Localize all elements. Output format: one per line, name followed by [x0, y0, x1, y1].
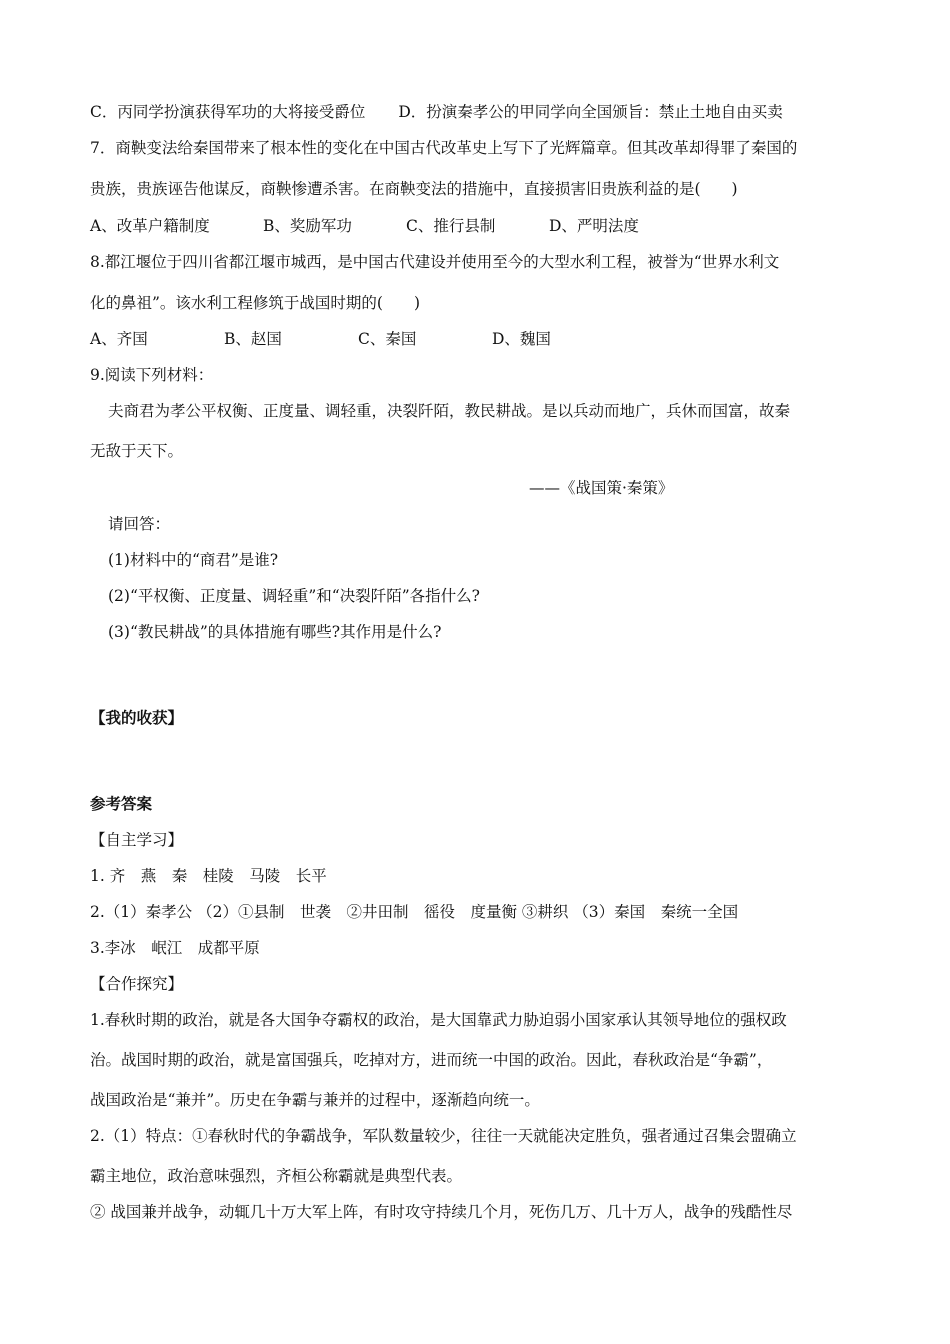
- q7-option-a: A、改革户籍制度: [90, 217, 210, 235]
- q9-source: ——《战国策·秦策》: [529, 479, 674, 497]
- q6-option-c: C．丙同学扮演获得军功的大将接受爵位: [90, 103, 366, 121]
- q8-option-d: D、魏国: [492, 330, 551, 348]
- harvest-heading: 【我的收获】: [90, 708, 184, 727]
- q8-text-line1: 8.都江堰位于四川省都江堰市城西，是中国古代建设并使用至今的大型水利工程，被誉为“世界水利文: [90, 253, 780, 271]
- q7-option-c: C、推行县制: [406, 217, 496, 235]
- cooperation-answer-1-line3: 战国政治是“兼并”。历史在争霸与兼并的过程中，逐渐趋向统一。: [90, 1091, 540, 1109]
- q9-prompt: 请回答：: [108, 515, 171, 533]
- q9-sub2: (2)“平权衡、正度量、调轻重”和“决裂阡陌”各指什么?: [108, 587, 480, 605]
- q7-option-d: D、严明法度: [549, 217, 639, 235]
- self-study-heading: 【自主学习】: [90, 831, 184, 849]
- q9-sub3: (3)“教民耕战”的具体措施有哪些?其作用是什么?: [108, 623, 442, 641]
- q7-options: [90, 215, 639, 237]
- q6-option-d: D．扮演秦孝公的甲同学向全国颁旨：禁止土地自由买卖: [398, 103, 783, 121]
- cooperation-answer-2-line1: 2.（1）特点：①春秋时代的争霸战争，军队数量较少，往往一天就能决定胜负，强者通过召集会盟确立: [90, 1127, 797, 1145]
- q7-option-b: B、奖励军功: [263, 217, 352, 235]
- answers-title: 参考答案: [90, 794, 153, 813]
- q8-text-line2: 化的鼻祖”。该水利工程修筑于战国时期的( ): [90, 294, 421, 312]
- cooperation-heading: 【合作探究】: [90, 975, 184, 993]
- q6-options-line: [90, 101, 783, 123]
- cooperation-answer-1-line1: 1.春秋时期的政治，就是各大国争夺霸权的政治，是大国靠武力胁迫弱小国家承认其领导地位的强权政: [90, 1011, 787, 1029]
- q7-text-line2: 贵族，贵族诬告他谋反，商鞅惨遭杀害。在商鞅变法的措施中，直接损害旧贵族利益的是( ): [90, 180, 738, 198]
- q8-option-c: C、秦国: [358, 330, 417, 348]
- q9-sub1: (1)材料中的“商君”是谁?: [108, 551, 279, 569]
- self-study-answer-2: 2.（1）秦孝公 （2）①县制 世袭 ②井田制 徭役 度量衡 ③耕织 （3）秦国 秦统一全国: [90, 903, 739, 921]
- cooperation-answer-1-line2: 治。战国时期的政治，就是富国强兵，吃掉对方，进而统一中国的政治。因此，春秋政治是“争霸”，: [90, 1051, 773, 1069]
- q9-material-line1: 夫商君为孝公平权衡、正度量、调轻重，决裂阡陌，教民耕战。是以兵动而地广，兵休而国富，故秦: [108, 402, 791, 420]
- cooperation-answer-2-line3: ② 战国兼并战争，动辄几十万大军上阵，有时攻守持续几个月，死伤几万、几十万人，战争的残酷性尽: [90, 1203, 793, 1221]
- q8-options: [90, 328, 551, 350]
- q8-option-b: B、赵国: [224, 330, 282, 348]
- q8-option-a: A、齐国: [90, 330, 148, 348]
- q9-material-line2: 无敌于天下。: [90, 442, 184, 460]
- cooperation-answer-2-line2: 霸主地位，政治意味强烈，齐桓公称霸就是典型代表。: [90, 1167, 463, 1185]
- self-study-answer-1: 1. 齐 燕 秦 桂陵 马陵 长平: [90, 867, 327, 885]
- q9-intro: 9.阅读下列材料：: [90, 366, 214, 384]
- self-study-answer-3: 3.李冰 岷江 成都平原: [90, 939, 260, 957]
- q7-text-line1: 7．商鞅变法给秦国带来了根本性的变化在中国古代改革史上写下了光辉篇章。但其改革却得罪了秦国的: [90, 139, 798, 157]
